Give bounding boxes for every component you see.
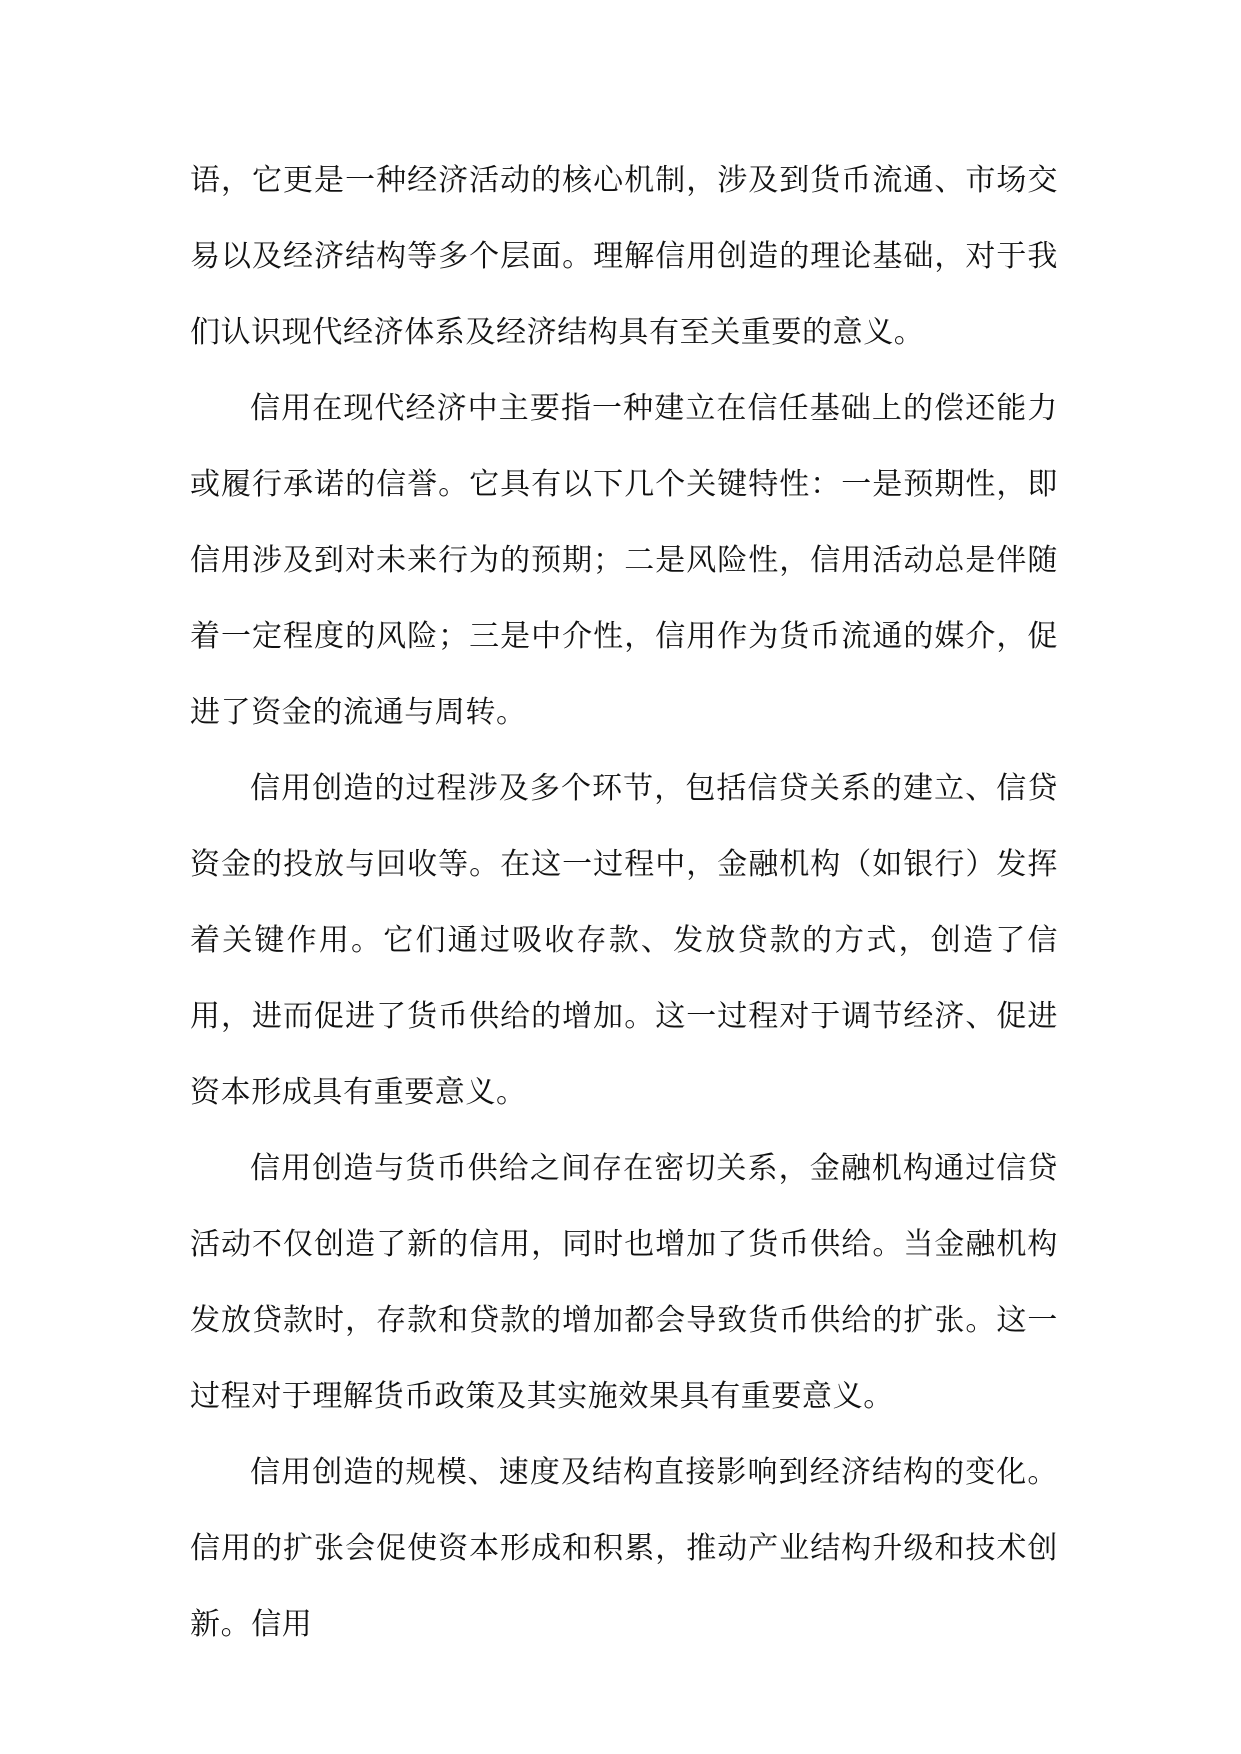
paragraph-credit-money-supply: 信用创造与货币供给之间存在密切关系，金融机构通过信贷活动不仅创造了新的信用，同时也增加了货币供给。当金融机构发放贷款时，存款和贷款的增加都会导致货币供给的扩张。这一过程对于理解货币政策及其实施效果具有重要意义。 — [190, 1151, 1058, 1414]
paragraph-credit-definition: 信用在现代经济中主要指一种建立在信任基础上的偿还能力或履行承诺的信誉。它具有以下几个关键特性：一是预期性，即信用涉及到对未来行为的预期；二是风险性，信用活动总是伴随着一定程度的风险；三是中介性，信用作为货币流通的媒介，促进了资金的流通与周转。 — [190, 391, 1058, 730]
paragraph-continuation: 语，它更是一种经济活动的核心机制，涉及到货币流通、市场交易以及经济结构等多个层面。理解信用创造的理论基础，对于我们认识现代经济体系及经济结构具有至关重要的意义。 — [190, 163, 1058, 350]
paragraph-credit-economic-structure: 信用创造的规模、速度及结构直接影响到经济结构的变化。信用的扩张会促使资本形成和积累，推动产业结构升级和技术创新。信用 — [190, 1455, 1058, 1642]
document-body — [190, 143, 1058, 1663]
paragraph-credit-creation-process: 信用创造的过程涉及多个环节，包括信贷关系的建立、信贷资金的投放与回收等。在这一过程中，金融机构（如银行）发挥着关键作用。它们通过吸收存款、发放贷款的方式，创造了信用，进而促进了货币供给的增加。这一过程对于调节经济、促进资本形成具有重要意义。 — [190, 771, 1058, 1110]
